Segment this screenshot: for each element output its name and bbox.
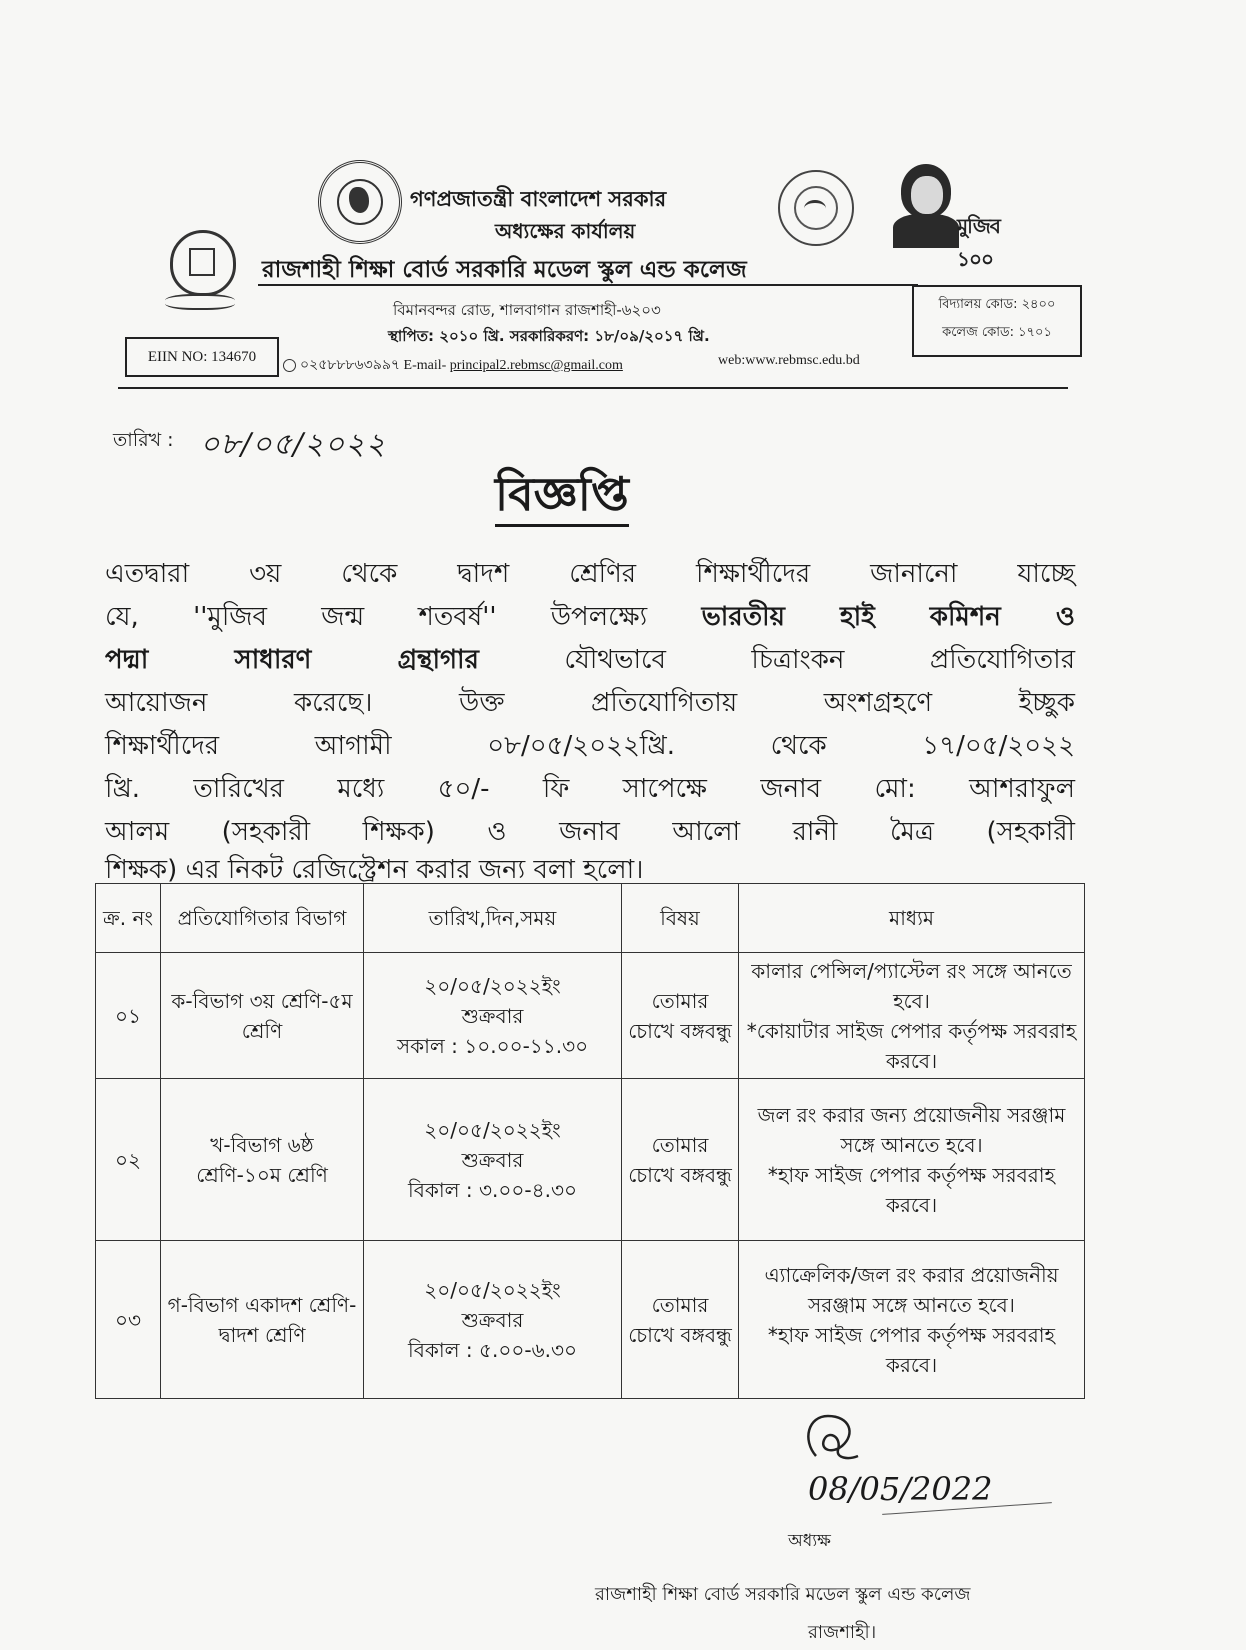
cell-subject: তোমার চোখে বঙ্গবন্ধু [622, 953, 739, 1079]
cell-medium-1: জল রং করার জন্য প্রয়োজনীয় সরঞ্জাম সঙ্গে আনতে হবে। [757, 1102, 1066, 1157]
body-line-2b: ভারতীয় হাই কমিশন ও [701, 602, 1075, 632]
body-line-8: শিক্ষক) এর নিকট রেজিস্ট্রেশন করার জন্য বলা হলো। [105, 855, 644, 885]
body-line-2 [105, 596, 1075, 640]
school-address: বিমানবন্দর রোড, শালবাগান রাজশাহী-৬২০৩ [393, 301, 661, 319]
email-link[interactable]: principal2.rebmsc@gmail.com [449, 358, 623, 373]
body-line-1: এতদ্বারা ৩য় থেকে দ্বাদশ শ্রেণির শিক্ষার্থীদের জানানো যাচ্ছে [105, 559, 1075, 589]
body-line-4: আয়োজন করেছে। উক্ত প্রতিযোগিতায় অংশগ্রহণে ইচ্ছুক [105, 688, 1075, 718]
established-info: স্থাপিত: ২০১০ খ্রি. সরকারিকরণ: ১৮/০৯/২০১৭ খ্রি. [388, 327, 710, 345]
cell-subject: তোমার চোখে বঙ্গবন্ধু [622, 1079, 739, 1241]
cell-date: ২০/০৫/২০২২ইং [424, 973, 561, 998]
cell-time: সকাল : ১০.০০-১১.৩০ [396, 1033, 589, 1058]
cell-serial: ০৩ [96, 1241, 161, 1399]
mujib-100-logo-icon [893, 160, 1021, 271]
body-line-3 [105, 639, 1075, 683]
school-code: বিদ্যালয় কোড: ২৪০০ [938, 297, 1056, 312]
table-header-row [96, 884, 1085, 953]
header-serial: ক্র. নং [96, 884, 161, 953]
website-link[interactable]: web:www.rebmsc.edu.bd [718, 353, 860, 368]
date-label: তারিখ : [113, 429, 174, 451]
college-code: কলেজ কোড: ১৭০১ [942, 325, 1052, 340]
cell-category: ক-বিভাগ ৩য় শ্রেণি-৫ম শ্রেণি [161, 953, 364, 1079]
header-category: প্রতিযোগিতার বিভাগ [161, 884, 364, 953]
contact-line [283, 353, 623, 377]
header-datetime: তারিখ,দিন,সময় [364, 884, 622, 953]
signature-date: 08/05/2022 [808, 1470, 993, 1508]
school-name-underline [258, 284, 918, 286]
signature-city: রাজশাহী। [808, 1622, 877, 1643]
mujib-100-mark: মুজিব ১০০ [957, 214, 1000, 271]
table-row [96, 1079, 1085, 1241]
body-line-7: আলম (সহকারী শিক্ষক) ও জনাব আলো রানী মৈত্র (সহকারী [105, 817, 1075, 847]
header-medium: মাধ্যম [739, 884, 1085, 953]
office-name: অধ্যক্ষের কার্যালয় [495, 219, 636, 243]
body-line-6: খ্রি. তারিখের মধ্যে ৫০/- ফি সাপেক্ষে জনাব মো: আশরাফুল [105, 774, 1075, 804]
body-line-2a: যে, ''মুজিব জন্ম শতবর্ষ'' উপলক্ষ্যে [105, 602, 702, 632]
codes-box [912, 285, 1082, 357]
header-subject: বিষয় [622, 884, 739, 953]
table-row [96, 953, 1085, 1079]
government-seal-icon [318, 160, 402, 244]
school-name: রাজশাহী শিক্ষা বোর্ড সরকারি মডেল স্কুল এন্ড কলেজ [262, 257, 747, 283]
table-row [96, 1241, 1085, 1399]
header-divider [118, 387, 1068, 389]
school-crest-icon [165, 222, 235, 310]
cell-medium-2: *কোয়াটার সাইজ পেপার কর্তৃপক্ষ সরবরাহ করবে। [746, 1018, 1077, 1073]
signature-scribble-icon [798, 1410, 868, 1464]
phone-number: ০২৫৮৮৮৬৩৯৯৭ [300, 358, 401, 373]
cell-day: শুক্রবার [461, 1307, 524, 1332]
phone-icon [283, 359, 296, 372]
notice-title: বিজ্ঞপ্তি [495, 466, 629, 527]
cell-category: গ-বিভাগ একাদশ শ্রেণি-দ্বাদশ শ্রেণি [161, 1241, 364, 1399]
cell-datetime [364, 1241, 622, 1399]
cell-day: শুক্রবার [461, 1147, 524, 1172]
cell-serial: ০২ [96, 1079, 161, 1241]
cell-medium [739, 1079, 1085, 1241]
education-board-logo-icon [778, 170, 854, 246]
cell-serial: ০১ [96, 953, 161, 1079]
signature-school-name: রাজশাহী শিক্ষা বোর্ড সরকারি মডেল স্কুল এন্ড কলেজ [595, 1584, 971, 1605]
email-label: E-mail- [403, 358, 447, 373]
cell-medium-1: কালার পেন্সিল/প্যাস্টেল রং সঙ্গে আনতে হবে। [751, 958, 1072, 1013]
cell-day: শুক্রবার [461, 1003, 524, 1028]
cell-medium [739, 1241, 1085, 1399]
cell-date: ২০/০৫/২০২২ইং [424, 1277, 561, 1302]
cell-time: বিকাল : ৫.০০-৬.৩০ [408, 1337, 577, 1362]
eiin-box: EIIN NO: 134670 [125, 337, 279, 377]
principal-title: অধ্যক্ষ [788, 1531, 831, 1551]
date-value: ০৮/০৫/২০২২ [200, 427, 387, 462]
government-name: গণপ্রজাতন্ত্রী বাংলাদেশ সরকার [410, 187, 667, 211]
cell-medium [739, 953, 1085, 1079]
body-line-5: শিক্ষার্থীদের আগামী ০৮/০৫/২০২২খ্রি. থেকে ১৭/০৫/২০২২ [105, 731, 1075, 761]
cell-datetime [364, 953, 622, 1079]
cell-datetime [364, 1079, 622, 1241]
cell-subject: তোমার চোখে বঙ্গবন্ধু [622, 1241, 739, 1399]
body-line-3b: যৌথভাবে চিত্রাংকন প্রতিযোগিতার [478, 645, 1075, 675]
cell-category: খ-বিভাগ ৬ষ্ঠ শ্রেণি-১০ম শ্রেণি [161, 1079, 364, 1241]
cell-medium-2: *হাফ সাইজ পেপার কর্তৃপক্ষ সরবরাহ করবে। [767, 1322, 1056, 1377]
cell-date: ২০/০৫/২০২২ইং [424, 1117, 561, 1142]
cell-time: বিকাল : ৩.০০-৪.৩০ [408, 1177, 577, 1202]
body-line-3a: পদ্মা সাধারণ গ্রন্থাগার [105, 645, 479, 675]
cell-medium-1: এ্যাক্রেলিক/জল রং করার প্রয়োজনীয় সরঞ্জাম সঙ্গে আনতে হবে। [764, 1262, 1059, 1317]
competition-table [95, 883, 1085, 1399]
cell-medium-2: *হাফ সাইজ পেপার কর্তৃপক্ষ সরবরাহ করবে। [767, 1162, 1056, 1217]
